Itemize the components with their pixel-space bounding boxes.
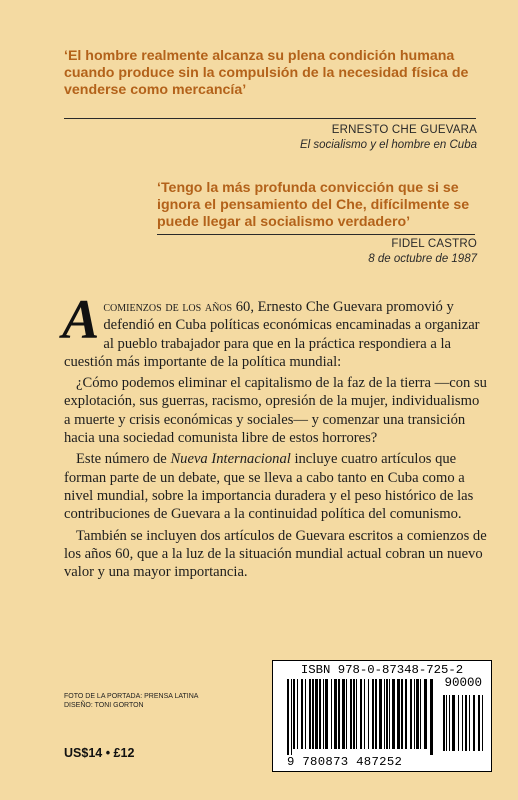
isbn-label: ISBN 978-0-87348-725-2 (300, 663, 464, 677)
paragraph-text: incluye cuatro artículos que forman parte de un debate, que se lleva a cabo tanto en Cuba como a nivel mundial, sobre la importancia duradera y el peso histórico de las contribuciones de Guevara a la continuidad política del comunismo. (64, 451, 474, 523)
quote-divider (64, 118, 476, 119)
design-credit: DISEÑO: TONI GORTON (64, 702, 144, 709)
barcode-bar (462, 695, 463, 751)
paragraph-text: Este número de (76, 451, 171, 468)
barcode-bar (338, 679, 340, 749)
barcode-bar (356, 679, 357, 749)
barcode-bar (375, 679, 377, 749)
barcode-bar (443, 695, 445, 751)
barcode-bar (465, 695, 467, 751)
barcode-bar (379, 679, 382, 749)
barcode-bar (325, 679, 328, 749)
barcode-bar (410, 679, 412, 749)
barcode-bar (331, 679, 332, 749)
blurb-paragraph (62, 289, 489, 371)
lead-in: comienzos de los años 60 (103, 299, 251, 315)
barcode-bar (297, 679, 298, 749)
barcode-bar (446, 695, 447, 751)
barcode-bar (305, 679, 306, 749)
quote-author: FIDEL CASTRO (391, 238, 477, 250)
barcode-bar (389, 679, 390, 749)
price: US$14 • £12 (64, 746, 135, 760)
barcode-bar (315, 679, 318, 749)
barcode-bar (287, 679, 289, 755)
barcode-bar (301, 679, 303, 749)
barcode-bar (401, 679, 403, 749)
quote-attribution (300, 123, 477, 153)
blurb-paragraph: También se incluyen dos artículos de Guevara escritos a comienzos de los años 60, que a la luz de la situación mundial actual cobran un nuevo valor y una mayor importancia. (64, 527, 487, 581)
barcode-bar (469, 695, 470, 751)
barcode-bar (416, 679, 419, 749)
quote-castro: ‘Tengo la más profunda convicción que si se ignora el pensamiento del Che, difícilmente se puede llegar al socialismo verdadero’ (157, 180, 470, 230)
barcode-bar (334, 679, 337, 749)
barcode-bar (346, 679, 347, 749)
barcode-bar (323, 679, 324, 749)
barcode (272, 660, 492, 772)
barcode-bar (291, 679, 292, 755)
barcode-bar (424, 679, 427, 749)
barcode-bar (360, 679, 362, 749)
blurb-paragraph: ¿Cómo podemos eliminar el capitalismo de la faz de la tierra —con su explotación, sus guerras, racismo, opresión de la mujer, individualismo a muerte y crisis económicas y sociales— y comenzar una transición hacia una sociedad comunista libre de estos horrores? (64, 375, 487, 447)
barcode-bar (458, 695, 459, 751)
quote-attribution (368, 237, 477, 267)
barcode-bar (386, 679, 388, 749)
blurb-text (62, 289, 489, 584)
quote-source: El socialismo y el hombre en Cuba (299, 139, 477, 151)
barcode-bar (449, 695, 450, 751)
barcode-bar (482, 695, 483, 751)
barcode-bar (414, 679, 415, 749)
quote-author: ERNESTO CHE GUEVARA (331, 124, 477, 136)
barcode-bar (353, 679, 355, 749)
barcode-bar (384, 679, 385, 749)
barcode-bar (430, 679, 433, 755)
paragraph-text: , Ernesto Che Guevara promovió y defendió en Cuba políticas económicas encaminadas a organizar al pueblo trabajador para que en la práctica respondiera a la cuestión más importante de la política mundial: (64, 299, 480, 370)
barcode-bar (319, 679, 321, 749)
barcode-bar (420, 679, 421, 749)
barcode-bar (342, 679, 345, 749)
barcode-addon-number: 90000 (444, 676, 482, 690)
quote-source: 8 de octubre de 1987 (368, 253, 477, 265)
photo-credit: FOTO DE LA PORTADA: PRENSA LATINA (64, 693, 199, 700)
barcode-bar (473, 695, 475, 751)
quote-divider (157, 234, 475, 235)
barcode-bar (452, 695, 455, 751)
blurb-paragraph (64, 450, 489, 523)
barcode-bar (350, 679, 352, 749)
barcode-bar (392, 679, 395, 749)
barcode-bar (397, 679, 400, 749)
quote-guevara: ‘El hombre realmente alcanza su plena condición humana cuando produce sin la compulsión de la necesidad física de venderse como mercancía’ (64, 48, 469, 98)
barcode-bar (309, 679, 311, 749)
barcode-bar (372, 679, 374, 749)
credits (64, 692, 198, 710)
barcode-bar (293, 679, 295, 749)
barcode-bar (478, 695, 480, 751)
drop-cap: A (62, 289, 100, 351)
barcode-bar (368, 679, 369, 749)
barcode-bar (312, 679, 314, 749)
barcode-bar (405, 679, 407, 749)
magazine-title: Nueva Internacional (170, 451, 291, 468)
barcode-bar (364, 679, 365, 749)
barcode-digits: 9 780873 487252 (287, 755, 403, 769)
